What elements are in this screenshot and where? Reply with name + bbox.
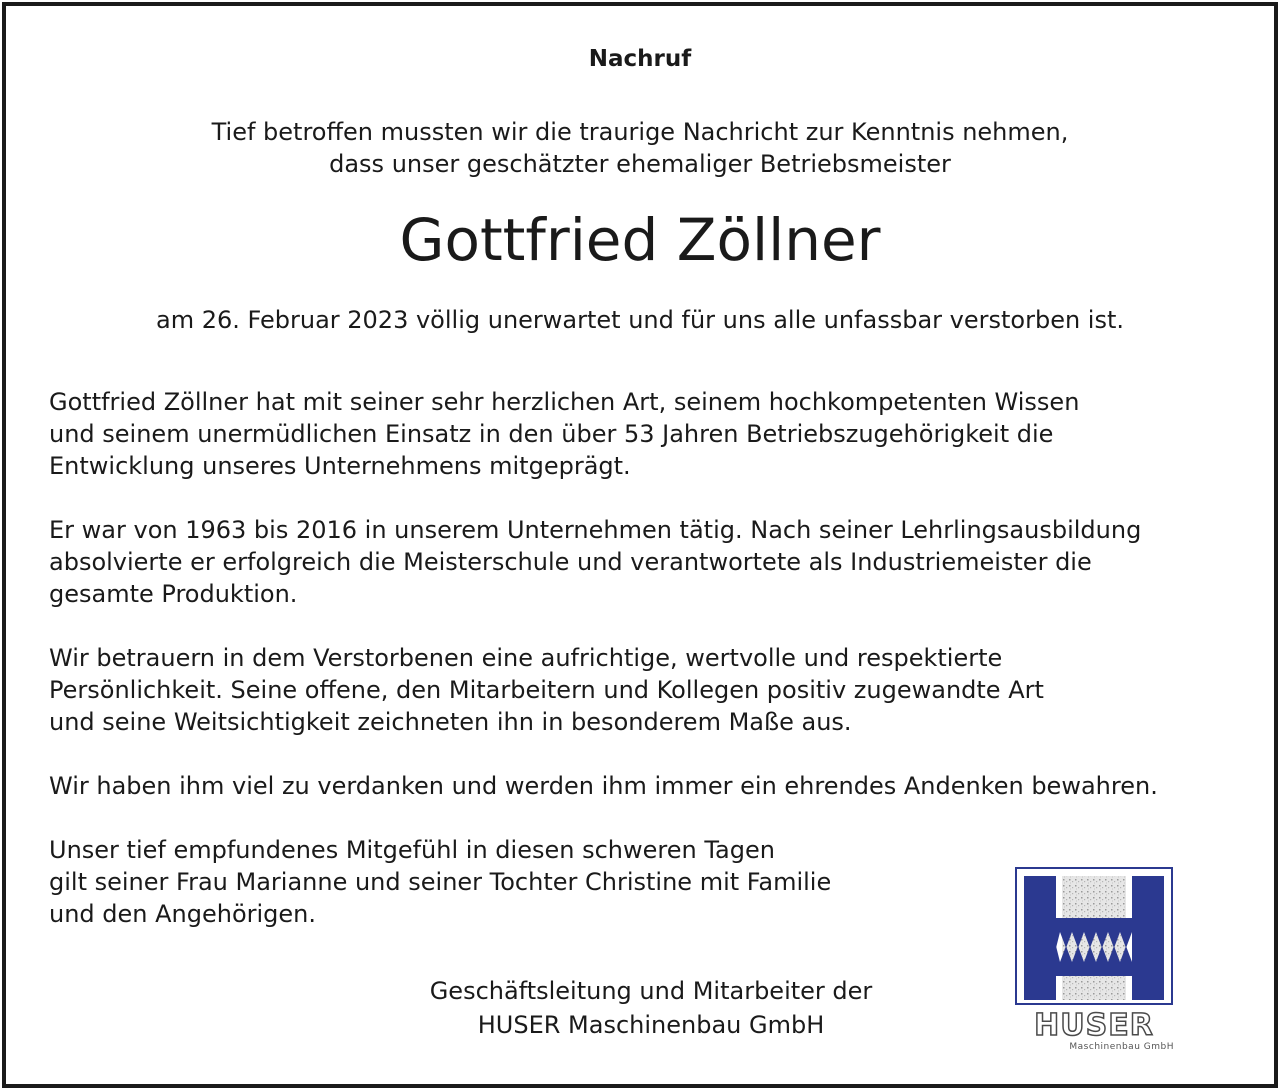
- paragraph-line: und den Angehörigen.: [49, 900, 317, 928]
- paragraph-personality: [49, 642, 1259, 738]
- paragraph-line: Gottfried Zöllner hat mit seiner sehr herzlichen Art, seinem hochkompetenten Wissen: [49, 388, 1080, 416]
- intro-line: dass unser geschätzter ehemaliger Betriebsmeister: [329, 150, 951, 178]
- paragraph-line: Wir haben ihm viel zu verdanken und werden ihm immer ein ehrendes Andenken bewahren.: [49, 772, 1158, 800]
- paragraph-career: [49, 386, 1259, 482]
- paragraph-line: Entwicklung unseres Unternehmens mitgeprägt.: [49, 452, 631, 480]
- signature-line: HUSER Maschinenbau GmbH: [477, 1011, 825, 1039]
- deceased-name: Gottfried Zöllner: [399, 206, 881, 274]
- paragraph-line: gesamte Produktion.: [49, 580, 298, 608]
- signature: [336, 974, 966, 1042]
- huser-logo-icon: [1014, 866, 1174, 1006]
- paragraph-line: und seine Weitsichtigkeit zeichneten ihn in besonderem Maße aus.: [49, 708, 852, 736]
- obituary-notice: [2, 2, 1278, 1088]
- signature-line: Geschäftsleitung und Mitarbeiter der: [429, 977, 873, 1005]
- intro-line: Tief betroffen mussten wir die traurige Nachricht zur Kenntnis nehmen,: [211, 118, 1069, 146]
- paragraph-line: Wir betrauern in dem Verstorbenen eine aufrichtige, wertvolle und respektierte: [49, 644, 1003, 672]
- paragraph-gratitude: [49, 770, 1259, 802]
- date-line: am 26. Februar 2023 völlig unerwartet und für uns alle unfassbar verstorben ist.: [155, 306, 1125, 334]
- paragraph-line: Persönlichkeit. Seine offene, den Mitarbeitern und Kollegen positiv zugewandte Art: [49, 676, 1044, 704]
- paragraph-line: gilt seiner Frau Marianne und seiner Tochter Christine mit Familie: [49, 868, 832, 896]
- intro-text: [6, 116, 1274, 180]
- paragraph-line: Unser tief empfundenes Mitgefühl in diesen schweren Tagen: [49, 836, 775, 864]
- paragraph-line: und seinem unermüdlichen Einsatz in den über 53 Jahren Betriebszugehörigkeit die: [49, 420, 1054, 448]
- company-logo: [1014, 866, 1174, 1056]
- logo-subtitle: Maschinenbau GmbH: [1069, 1042, 1174, 1052]
- heading: Nachruf: [588, 46, 692, 72]
- paragraph-tenure: [49, 514, 1259, 610]
- paragraph-line: Er war von 1963 bis 2016 in unserem Unternehmen tätig. Nach seiner Lehrlingsausbildung: [49, 516, 1142, 544]
- paragraph-line: absolvierte er erfolgreich die Meisterschule und verantwortete als Industriemeister die: [49, 548, 1092, 576]
- logo-wordmark: HUSER: [1034, 1008, 1154, 1043]
